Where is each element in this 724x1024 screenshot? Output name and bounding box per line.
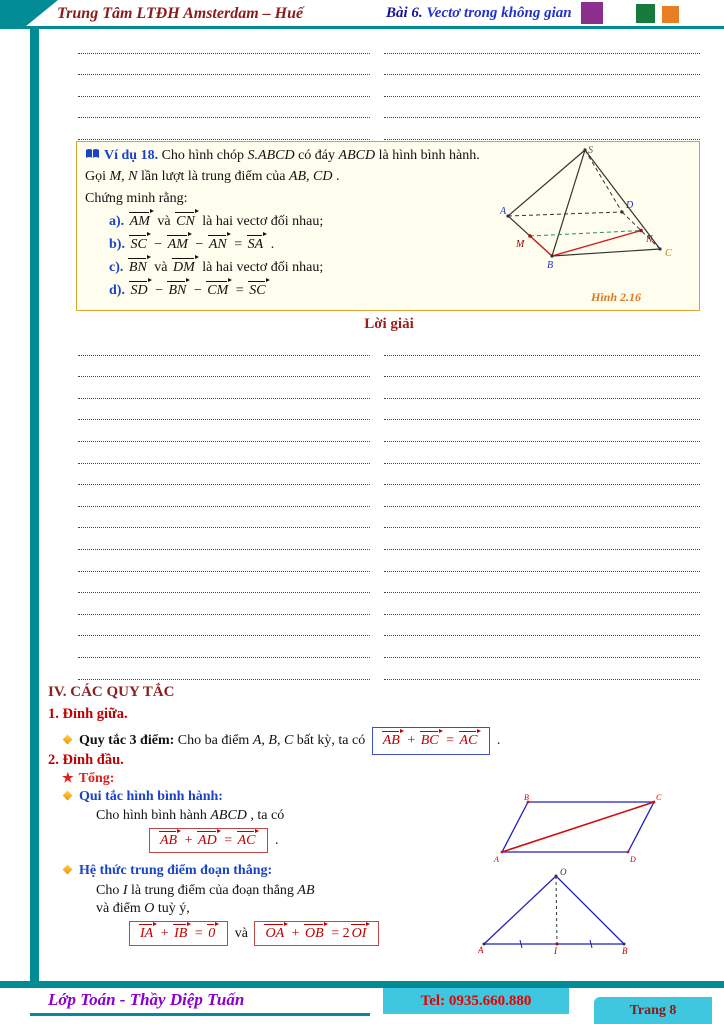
dotted-line [78,398,370,399]
vector-term: CN [174,212,199,229]
vector-term: AD [196,831,221,848]
parallelogram-rule-heading [64,789,223,805]
dotted-line [78,592,370,593]
connector-text: và [234,926,248,941]
math-operator: + [288,926,304,941]
math-var: A [252,733,262,748]
vector-term: 0 [206,924,219,941]
pyramid-figure [500,144,695,274]
header-lesson [386,5,572,22]
diamond-bullet-icon [63,791,73,801]
fig-label-C: C [656,793,662,802]
math-var: M, N [109,168,138,184]
parallelogram-formula-line [146,828,278,853]
dotted-line [384,614,700,615]
parallelogram-figure [492,792,664,864]
answer-lines-solution [78,334,700,680]
dotted-line [78,355,370,356]
page-number: Trang 8 [629,1002,677,1018]
dotted-line [384,376,700,377]
fig-label-D: D [626,200,634,211]
example-intro [85,146,497,187]
pb-text: Cho hình bình hành [96,808,211,823]
rule3-text: , [276,733,284,748]
header-corner-shape [0,0,58,26]
mid-text: tuỳ ý, [154,901,190,916]
vector-term: SC [247,281,269,298]
left-margin-bar [30,29,39,981]
example-label: Ví dụ 18. [104,148,159,163]
item-label: b). [109,236,125,252]
dotted-line-row [78,118,700,140]
dotted-line-row [78,636,700,658]
sum-label: Tổng: [78,771,115,786]
book-icon [85,147,100,167]
rule3-text: . [493,733,501,748]
vector-term: OB [303,924,328,941]
dotted-line [384,657,700,658]
prove-text: Chứng minh rằng: [85,190,188,206]
star-icon: ★ [62,770,74,785]
dotted-line [384,96,700,97]
sum-heading [62,770,114,787]
vector-term: AC [458,731,482,748]
dotted-line [78,679,370,680]
dotted-line [78,96,370,97]
math-var: S.ABCD [247,148,295,163]
item-label: c). [109,259,124,275]
item-label: a). [109,213,125,229]
rule-3-points [64,727,694,755]
dotted-line-row [78,485,700,507]
example-item-b [109,234,497,255]
dotted-line [384,506,700,507]
solution-heading: Lời giải [364,316,414,332]
mid-text: và điểm [96,901,145,916]
dotted-line [384,549,700,550]
dotted-line [78,117,370,118]
fig-label-I: I [554,946,557,954]
fig-label-D: D [630,855,636,864]
midpoint-formula-line [126,921,382,946]
intro-text: . [332,168,340,184]
item-text: là hai vectơ đối nhau; [198,213,324,229]
midpoint-figure [478,866,630,954]
vector-term: OI [350,924,371,941]
math-operator: − [190,282,206,298]
dotted-line-row [78,442,700,464]
vector-term: AB [381,731,404,748]
dotted-line [384,419,700,420]
fig-label-B: B [547,260,554,271]
decor-square-purple [581,2,603,24]
decor-square-green [636,4,655,23]
footer-tel-block [383,988,569,1014]
header-rule [0,26,724,29]
vector-term: IB [172,924,191,941]
formula-box-parallelogram [149,828,268,853]
dotted-line [384,139,700,140]
dotted-line-row [78,32,700,54]
dotted-line [78,571,370,572]
math-operator: − [151,282,167,298]
vector-term: IA [138,924,157,941]
dotted-line [384,635,700,636]
math-operator: = [327,926,343,941]
header-school-name: Trung Tâm LTĐH Amsterdam – Huế [57,5,304,22]
pb-text: . [271,833,279,848]
example-text [85,146,497,303]
subsection-1: 1. Đỉnh giữa. [48,706,128,722]
vector-term: BN [166,281,190,298]
midpoint-rule-heading [64,863,272,879]
dotted-line [78,53,370,54]
dotted-line-row [78,464,700,486]
dotted-line [78,527,370,528]
dotted-line [384,398,700,399]
vector-term: AM [166,235,192,252]
rule3-text: bất kỳ, ta có [293,733,369,748]
item-label: d). [109,282,125,298]
answer-lines-top [78,32,700,140]
math-operator: = [191,926,207,941]
parallelogram-rule-title: Qui tắc hình bình hành: [79,789,223,804]
fig-label-A: A [478,945,484,954]
dotted-line-row [78,399,700,421]
dotted-line [384,592,700,593]
dotted-line [384,679,700,680]
mid-text: Cho [96,883,123,898]
example-item-d [109,280,497,301]
rule3-head: Quy tắc 3 điểm: [79,733,175,748]
math-operator: + [403,733,419,748]
fig-label-O: O [560,867,567,877]
fig-label-N: N [646,234,653,245]
decor-square-orange [662,6,679,23]
dotted-line [78,419,370,420]
math-operator: = [230,236,246,252]
dotted-line [384,117,700,118]
section-title: IV. CÁC QUY TẮC [48,684,175,700]
dotted-line [78,484,370,485]
dotted-line-row [78,54,700,76]
dotted-line [78,506,370,507]
formula-box-midpoint-2 [254,921,379,946]
vector-term: CM [205,281,232,298]
dotted-line-row [78,528,700,550]
item-text: và [150,259,171,275]
footer-underline [30,1013,370,1016]
dotted-line-row [78,658,700,680]
example-box [76,141,700,311]
fig-label-B: B [622,946,628,954]
diamond-bullet-icon [63,735,73,745]
math-var: AB, CD [288,168,333,184]
fig-label-B: B [524,793,529,802]
math-operator: + [181,833,197,848]
parallelogram-rule-text [96,808,284,824]
intro-text: Cho hình chóp [161,148,248,163]
page-number-tab [594,997,712,1024]
math-coefficient: 2 [342,926,350,941]
dotted-line-row [78,615,700,637]
fig-label-S: S [588,145,593,156]
midpoint-rule-text-1 [96,883,315,899]
dotted-line-row [78,377,700,399]
math-operator: = [232,282,248,298]
fig-label-A: A [494,855,499,864]
lesson-title: Vectơ trong không gian [426,5,572,21]
dotted-line-row [78,550,700,572]
dotted-line [78,635,370,636]
example-item-a [109,211,497,232]
pb-text: , ta có [246,808,285,823]
vector-term: OA [263,924,288,941]
dotted-line-row [78,97,700,119]
math-var: AB [297,883,315,898]
item-text: và [153,213,175,229]
dotted-line [384,53,700,54]
dotted-line [384,484,700,485]
formula-box-midpoint-1 [129,921,228,946]
dotted-line-row [78,334,700,356]
dotted-line [78,657,370,658]
fig-label-M: M [516,239,525,250]
intro-text: có đáy [294,148,339,163]
dotted-line [384,74,700,75]
vector-term: SA [246,235,268,252]
diamond-bullet-icon [63,865,73,875]
rule3-text: Cho ba điểm [174,733,253,748]
figure-caption: Hình 2.16 [590,290,641,304]
example-item-c [109,257,497,278]
item-text: . [267,236,275,252]
dotted-line-row [78,593,700,615]
fig-label-C: C [665,248,672,259]
dotted-line-row [78,507,700,529]
intro-text: là hình bình hành. Gọi [85,148,480,184]
dotted-line-row [78,356,700,378]
dotted-line [384,571,700,572]
dotted-line [78,549,370,550]
vector-term: SC [128,235,150,252]
dotted-line [78,463,370,464]
math-var: C [283,733,294,748]
vector-term: SD [128,281,151,298]
dotted-line-row [78,75,700,97]
lesson-number: Bài 6. [386,5,423,21]
dotted-line [78,441,370,442]
math-operator: + [157,926,173,941]
vector-term: BC [419,731,443,748]
footer-class-name: Lớp Toán - Thầy Diệp Tuấn [48,990,245,1009]
midpoint-rule-text-2 [96,901,190,917]
dotted-line [384,355,700,356]
dotted-line-row [78,572,700,594]
math-var: I [122,883,128,898]
math-var: ABCD [210,808,247,823]
math-var: B [268,733,277,748]
math-operator: − [191,236,207,252]
math-operator: − [150,236,166,252]
subsection-2: 2. Đỉnh đầu. [48,752,124,768]
intro-text: lần lượt là trung điểm của [137,168,289,184]
dotted-line [78,614,370,615]
footer-tel: Tel: 0935.660.880 [420,992,532,1009]
vector-term: AM [128,212,154,229]
dotted-line [78,139,370,140]
dotted-line [78,74,370,75]
footer-rule [0,981,724,988]
vector-term: AB [158,831,181,848]
vector-term: BN [127,258,151,275]
dotted-line [384,463,700,464]
math-operator: = [220,833,236,848]
math-var: ABCD [338,148,376,163]
math-operator: = [442,733,458,748]
dotted-line [78,376,370,377]
dotted-line-row [78,420,700,442]
midpoint-rule-title: Hệ thức trung điểm đoạn thẳng: [79,863,273,878]
vector-term: DM [171,258,199,275]
mid-text: là trung điểm của đoạn thẳng [127,883,298,898]
math-var: O [144,901,155,916]
item-text: là hai vectơ đối nhau; [198,259,324,275]
fig-label-A: A [500,206,507,217]
dotted-line [384,441,700,442]
rule3-text: , [261,733,269,748]
dotted-line [384,527,700,528]
vector-term: AC [236,831,260,848]
formula-box-3points [372,727,491,755]
vector-term: AN [207,235,231,252]
